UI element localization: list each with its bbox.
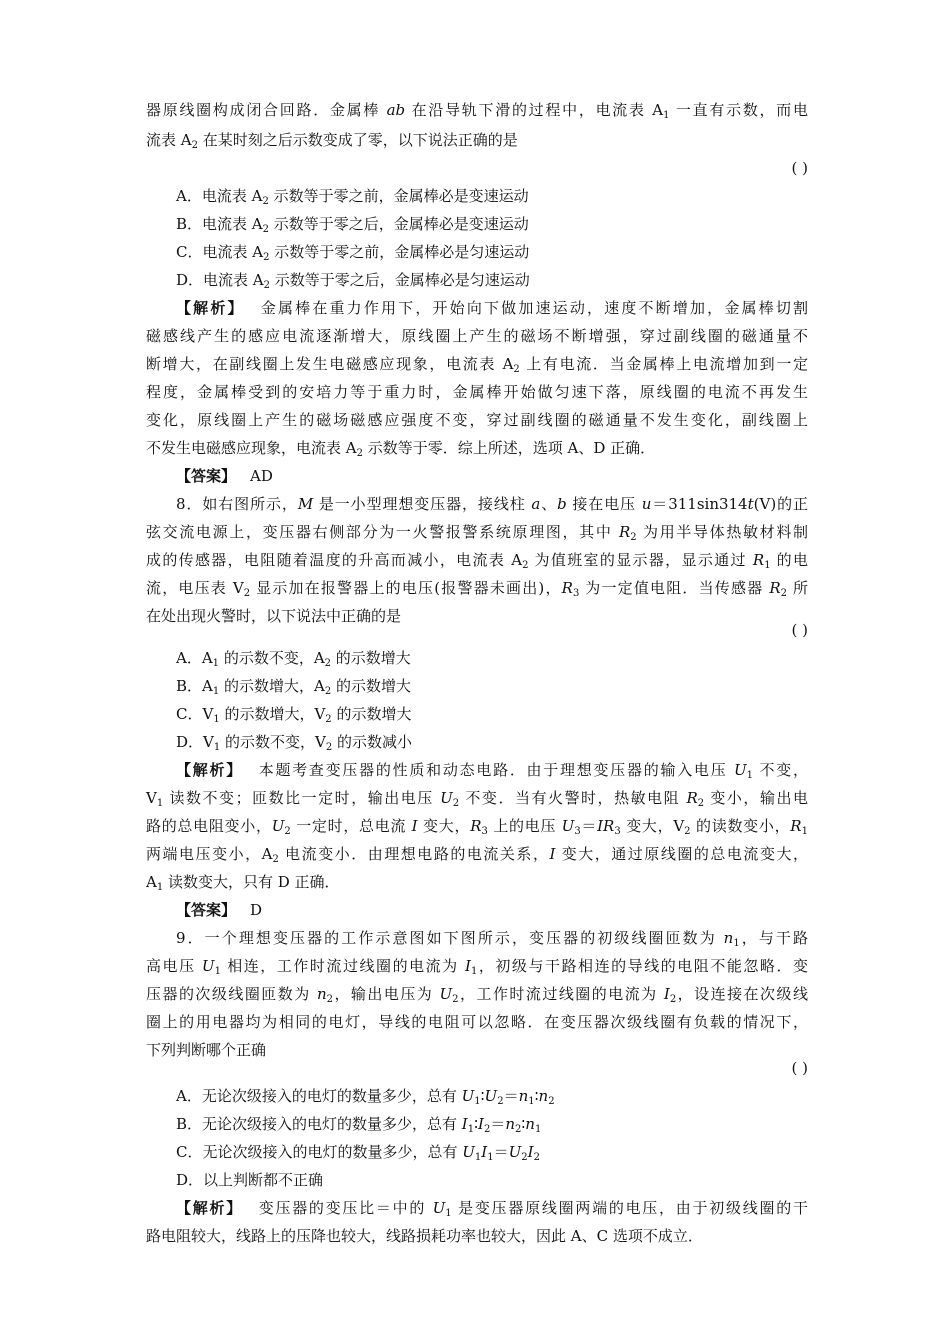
q8-analysis-line: 两端电压变小，$A_2$ 电流变小．由理想电路的电流关系，I 变大，通过原线圈的总电流变大，	[146, 845, 808, 865]
answer-label: 【答案】	[176, 467, 237, 485]
q7-analysis-line: 断增大，在副线圈上发生电磁感应现象，电流表 $A_2$ 上有电流．当金属棒上电流增加到一定	[146, 355, 808, 375]
q9-option-c: C．无论次级接入的电灯的数量多少，总有 $U_1I_1=U_2I_2$	[176, 1143, 540, 1163]
q9-analysis-line: 【解析】 变压器的变压比＝中的 $U_1$ 是变压器原线圈两端的电压，由于初级线圈的干	[176, 1199, 808, 1219]
q8-analysis-line: 路的总电阻变小，$U_2$ 一定时，总电流 I 变大，$R_3$ 上的电压 $U_3=IR_3$ 变大，$V_2$ 的读数变小，$R_1$	[146, 817, 808, 837]
q8-option-c: C．$V_1$ 的示数增大，$V_2$ 的示数增大	[176, 705, 412, 725]
q7-option-d: D．电流表 $A_2$ 示数等于零之后，金属棒必是匀速运动	[176, 271, 530, 291]
q8-option-b: B．$A_1$ 的示数增大，$A_2$ 的示数增大	[176, 677, 411, 697]
q8-stem-line: 流，电压表 $V_2$ 显示加在报警器上的电压(报警器未画出)，$R_3$ 为一定值电阻．当传感器 $R_2$ 所	[146, 579, 808, 599]
q7-stem-line: 器原线圈构成闭合回路．金属棒 ab 在沿导轨下滑的过程中，电流表 $A_1$ 一直有示数，而电	[146, 101, 808, 121]
answer-blank: ( )	[791, 1059, 808, 1077]
q7-analysis-line: 程度，金属棒受到的安培力等于重力时，金属棒开始做匀速下落，原线圈的电流不再发生	[146, 383, 808, 401]
q8-analysis-line: $A_1$ 读数变大，只有 D 正确．	[146, 873, 340, 893]
q9-stem-line: 圈上的用电器均为相同的电灯，导线的电阻可以忽略．在变压器次级线圈有负载的情况下，	[146, 1013, 808, 1031]
q8-stem-line: 在处出现火警时，以下说法中正确的是	[146, 607, 402, 625]
analysis-label: 【解析】	[176, 761, 243, 779]
q7-analysis-line: 【解析】 金属棒在重力作用下，开始向下做加速运动，速度不断增加，金属棒切割	[176, 299, 808, 317]
q7-answer-value: AD	[250, 467, 273, 485]
q9-stem-line: 9．一个理想变压器的工作示意图如下图所示，变压器的初级线圈匝数为 $n_1$，与干路	[176, 929, 808, 949]
analysis-label: 【解析】	[176, 1199, 243, 1217]
q9-analysis-line: 路电阻较大，线路上的压降也较大，线路损耗功率也较大，因此 A、C 选项不成立．	[146, 1227, 703, 1245]
q8-answer	[176, 900, 808, 922]
q9-option-b: B．无论次级接入的电灯的数量多少，总有 $I_1∶I_2=n_2∶n_1$	[176, 1115, 542, 1135]
q7-analysis-line: 变化，原线圈上产生的磁场磁感应强度不变，穿过副线圈的磁通量不发生变化，副线圈上	[146, 411, 808, 429]
q8-analysis-line: 【解析】 本题考查变压器的性质和动态电路．由于理想变压器的输入电压 $U_1$ 不变，	[176, 761, 808, 781]
q8-option-d: D．$V_1$ 的示数不变，$V_2$ 的示数减小	[176, 733, 412, 753]
q9-option-a: A．无论次级接入的电灯的数量多少，总有 $U_1∶U_2=n_1∶n_2$	[176, 1087, 555, 1107]
q9-stem-line: 下列判断哪个正确	[146, 1041, 267, 1059]
answer-blank: ( )	[791, 621, 808, 639]
q9-stem-line: 高电压 $U_1$ 相连，工作时流过线圈的电流为 $I_1$，初级与干路相连的导线的电阻不能忽略．变	[146, 957, 808, 977]
q8-stem-line: 8．如右图所示，M 是一小型理想变压器，接线柱 a、b 接在电压 u＝311sin314t(V)的正	[176, 495, 808, 513]
q8-answer-value: D	[250, 901, 263, 919]
q8-stem-line: 弦交流电源上，变压器右侧部分为一火警报警系统原理图，其中 $R_2$ 为用半导体热敏材料制	[146, 523, 808, 543]
q7-option-b: B．电流表 $A_2$ 示数等于零之后，金属棒必是变速运动	[176, 215, 529, 235]
answer-label: 【答案】	[176, 901, 237, 919]
analysis-label: 【解析】	[176, 299, 245, 317]
q7-option-c: C．电流表 $A_2$ 示数等于零之前，金属棒必是匀速运动	[176, 243, 530, 263]
answer-blank: ( )	[791, 159, 808, 177]
q9-stem-line: 压器的次级线圈匝数为 $n_2$，输出电压为 $U_2$，工作时流过线圈的电流为 $I_2$，设连接在次级线	[146, 985, 808, 1005]
q7-answer	[176, 466, 808, 488]
q9-option-d: D．以上判断都不正确	[176, 1171, 324, 1189]
q7-analysis-line: 不发生电磁感应现象，电流表 $A_2$ 示数等于零．综上所述，选项 A、D 正确．	[146, 439, 656, 459]
q7-option-a: A．电流表 $A_2$ 示数等于零之前，金属棒必是变速运动	[176, 187, 529, 207]
q8-stem-line: 成的传感器，电阻随着温度的升高而减小，电流表 $A_2$ 为值班室的显示器，显示通过 $R_1$ 的电	[146, 551, 808, 571]
q7-analysis-line: 磁感线产生的感应电流逐渐增大，原线圈上产生的磁场不断增强，穿过副线圈的磁通量不	[146, 327, 808, 345]
q7-stem-line: 流表 $A_2$ 在某时刻之后示数变成了零，以下说法正确的是	[146, 131, 518, 151]
q8-option-a: A．$A_1$ 的示数不变，$A_2$ 的示数增大	[176, 649, 411, 669]
q8-analysis-line: $V_1$ 读数不变；匝数比一定时，输出电压 $U_2$ 不变．当有火警时，热敏电阻 $R_2$ 变小，输出电	[146, 789, 808, 809]
